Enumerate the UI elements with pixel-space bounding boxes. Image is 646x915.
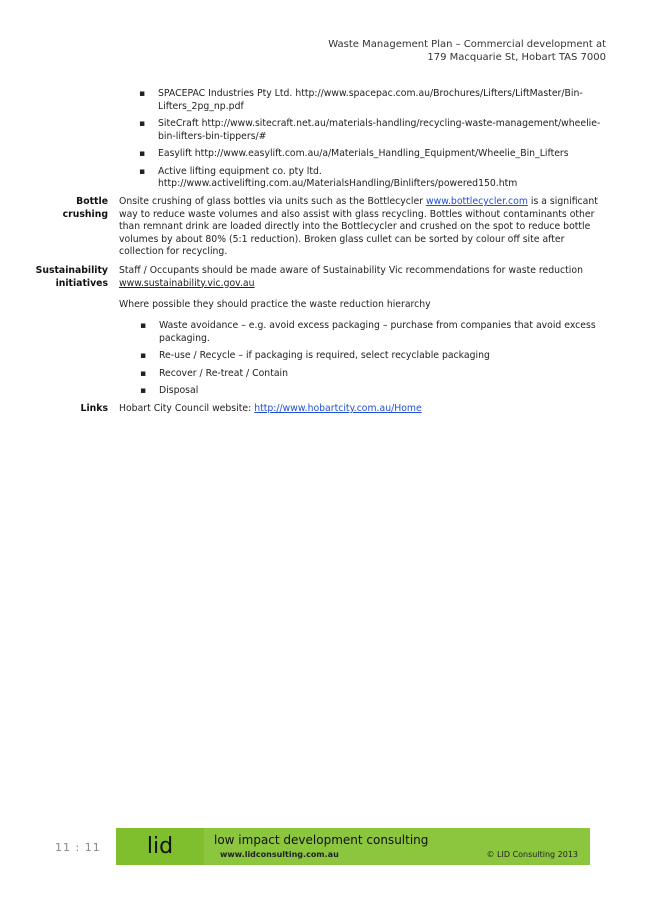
sustainability-link[interactable]: www.sustainability.vic.gov.au bbox=[119, 277, 255, 289]
list-item: ▪ SiteCraft http://www.sitecraft.net.au/materials-handling/recycling-waste-management/wheelie-bin-lifters-bin-tippers/# bbox=[139, 118, 601, 142]
header-line-1: Waste Management Plan – Commercial development at bbox=[328, 39, 606, 50]
page-header bbox=[328, 38, 606, 64]
list-item: ▪ Waste avoidance – e.g. avoid excess packaging – purchase from companies that avoid excess packaging. bbox=[140, 320, 596, 344]
footer-url[interactable]: www.lidconsulting.com.au bbox=[220, 850, 339, 859]
list-item: ▪ Disposal bbox=[140, 385, 199, 396]
links-text: Hobart City Council website: http://www.hobartcity.com.au/Home bbox=[119, 403, 422, 414]
hierarchy-item: Waste avoidance – e.g. avoid excess packaging – purchase from companies that avoid excess packaging. bbox=[159, 320, 596, 344]
hierarchy-intro: Where possible they should practice the waste reduction hierarchy bbox=[119, 299, 431, 310]
list-item: ▪ SPACEPAC Industries Pty Ltd. http://www.spacepac.com.au/Brochures/Lifters/LiftMaster/Bin-Lifters_2pg_np.pdf bbox=[139, 88, 583, 112]
waste-hierarchy-list bbox=[119, 320, 607, 403]
footer-banner bbox=[116, 828, 590, 865]
list-item: ▪ Active lifting equipment co. pty ltd. http://www.activelifting.com.au/MaterialsHandling/Binlifters/powered150.htm bbox=[139, 165, 518, 189]
hierarchy-item: Recover / Re-treat / Contain bbox=[159, 367, 289, 379]
hierarchy-item: Re-use / Recycle – if packaging is required, select recyclable packaging bbox=[159, 350, 490, 361]
lifter-link-text: SPACEPAC Industries Pty Ltd. http://www.spacepac.com.au/Brochures/Lifters/LiftMaster/Bin-Lifters_2pg_np.pdf bbox=[158, 88, 583, 112]
sustainability-label: Sustainability initiatives bbox=[35, 265, 108, 289]
page-number: 11 : 11 bbox=[55, 841, 101, 854]
list-item: ▪ Recover / Re-treat / Contain bbox=[140, 367, 289, 379]
lifter-link-text: Active lifting equipment co. pty ltd. http://www.activelifting.com.au/MaterialsHandling/Binlifters/powered150.htm bbox=[158, 165, 518, 189]
footer-title: low impact development consulting bbox=[214, 833, 429, 847]
list-item: ▪ Easylift http://www.easylift.com.au/a/Materials_Handling_Equipment/Wheelie_Bin_Lifters bbox=[139, 148, 569, 159]
hobart-council-link[interactable]: http://www.hobartcity.com.au/Home bbox=[254, 403, 422, 414]
bottlecycler-link[interactable]: www.bottlecycler.com bbox=[426, 196, 528, 207]
links-label: Links bbox=[80, 403, 108, 414]
sustainability-text: Staff / Occupants should be made aware of Sustainability Vic recommendations for waste reduction www.sustainability.vic.gov.au Where possible they should practice the waste reduction hierarchy bbox=[119, 265, 607, 312]
lifter-link-text: Easylift http://www.easylift.com.au/a/Materials_Handling_Equipment/Wheelie_Bin_Lifters bbox=[158, 148, 569, 159]
bottle-crushing-label: Bottle crushing bbox=[62, 196, 108, 220]
list-item: ▪ Re-use / Recycle – if packaging is required, select recyclable packaging bbox=[140, 350, 490, 361]
header-line-2: 179 Macquarie St, Hobart TAS 7000 bbox=[427, 52, 606, 63]
lifter-link-list bbox=[118, 88, 608, 196]
footer-copyright: © LID Consulting 2013 bbox=[486, 850, 578, 859]
lid-logo: lid bbox=[116, 828, 204, 865]
bottle-crushing-text: Onsite crushing of glass bottles via units such as the Bottlecycler www.bottlecycler.com is a significant way to reduce waste volumes and also assist with glass recycling. Bottles without contaminants other than remnant drink are loaded directly into the Bottlecycler and crushed on the spot to reduce bottle volumes by about 80% (5:1 reduction). Broken glass cullet can be sorted by colour off site after collection for recycling. bbox=[119, 196, 598, 257]
hierarchy-item: Disposal bbox=[159, 385, 199, 396]
lifter-link-text: SiteCraft http://www.sitecraft.net.au/materials-handling/recycling-waste-management/wheelie-bin-lifters-bin-tippers/# bbox=[158, 118, 601, 142]
